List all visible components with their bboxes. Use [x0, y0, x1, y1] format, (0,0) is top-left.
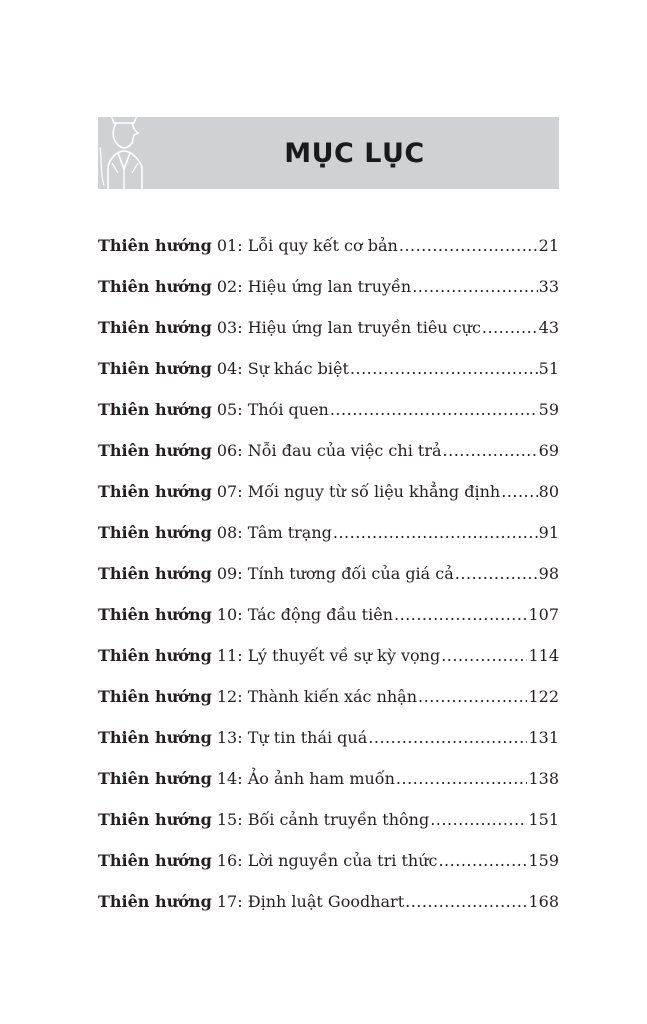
toc-entry-prefix: Thiên hướng	[98, 605, 212, 624]
toc-entry[interactable]	[98, 851, 559, 892]
toc-entry-page-number: 122	[528, 687, 559, 706]
toc-entry-title: Lý thuyết về sự kỳ vọng	[247, 646, 441, 665]
toc-entry-prefix: Thiên hướng	[98, 318, 212, 337]
toc-entry-page-number: 168	[528, 892, 559, 911]
toc-entry-title: Thành kiến xác nhận	[247, 687, 418, 706]
toc-entry-page-number: 21	[538, 236, 559, 255]
dot-leader	[394, 605, 527, 624]
dot-leader	[330, 400, 538, 419]
toc-entry-prefix: Thiên hướng	[98, 851, 212, 870]
toc-entry-page-number: 159	[528, 851, 559, 870]
dot-leader	[412, 277, 537, 296]
toc-entry-number: 05:	[216, 400, 243, 419]
toc-entry-prefix: Thiên hướng	[98, 400, 212, 419]
toc-entry-prefix: Thiên hướng	[98, 441, 212, 460]
toc-entry-page-number: 131	[528, 728, 559, 747]
toc-entry-title: Tự tin thái quá	[247, 728, 368, 747]
toc-entry[interactable]	[98, 769, 559, 810]
dot-leader	[333, 523, 538, 542]
toc-entry-page-number: 107	[528, 605, 559, 624]
toc-entry-title: Bối cảnh truyền thông	[247, 810, 430, 829]
toc-entry-title: Hiệu ứng lan truyền	[247, 277, 412, 296]
toc-entry-number: 02:	[216, 277, 243, 296]
toc-entry[interactable]	[98, 441, 559, 482]
toc-entry-prefix: Thiên hướng	[98, 810, 212, 829]
toc-entry[interactable]	[98, 523, 559, 564]
dot-leader	[418, 687, 527, 706]
toc-entry[interactable]	[98, 646, 559, 687]
toc-entry-prefix: Thiên hướng	[98, 769, 212, 788]
toc-entry-title: Lỗi quy kết cơ bản	[247, 236, 398, 255]
toc-entry[interactable]	[98, 236, 559, 277]
dot-leader	[350, 359, 538, 378]
toc-entry-page-number: 80	[538, 482, 559, 501]
toc-entry-title: Tác động đầu tiên	[247, 605, 393, 624]
toc-entry[interactable]	[98, 564, 559, 605]
toc-entry-number: 15:	[216, 810, 243, 829]
toc-entry-page-number: 59	[538, 400, 559, 419]
toc-entry-title: Hiệu ứng lan truyền tiêu cực	[247, 318, 481, 337]
toc-entry-prefix: Thiên hướng	[98, 277, 212, 296]
toc-entry-page-number: 91	[538, 523, 559, 542]
toc-entry-number: 07:	[216, 482, 243, 501]
toc-entry-number: 08:	[216, 523, 243, 542]
toc-entry-page-number: 43	[538, 318, 559, 337]
toc-entry-prefix: Thiên hướng	[98, 646, 212, 665]
toc-entry-number: 11:	[216, 646, 243, 665]
toc-entry[interactable]	[98, 277, 559, 318]
toc-entry-number: 01:	[216, 236, 243, 255]
toc-entry[interactable]	[98, 400, 559, 441]
toc-entry-number: 17:	[216, 892, 243, 911]
toc-entry[interactable]	[98, 359, 559, 400]
toc-entry-number: 13:	[216, 728, 243, 747]
page-title: MỤC LỤC	[284, 137, 425, 169]
toc-entry-page-number: 69	[538, 441, 559, 460]
toc-entry[interactable]	[98, 810, 559, 851]
toc-entry-page-number: 33	[538, 277, 559, 296]
dot-leader	[405, 892, 527, 911]
toc-entry-page-number: 151	[528, 810, 559, 829]
dot-leader	[482, 318, 538, 337]
dot-leader	[441, 646, 527, 665]
dot-leader	[455, 564, 538, 583]
toc-entry-prefix: Thiên hướng	[98, 728, 212, 747]
toc-entry[interactable]	[98, 318, 559, 359]
toc-entry[interactable]	[98, 687, 559, 728]
toc-entry-number: 09:	[216, 564, 243, 583]
toc-entry-title: Nỗi đau của việc chi trả	[247, 441, 442, 460]
silhouette-figure-icon	[98, 107, 150, 189]
table-of-contents	[98, 236, 559, 933]
toc-entry-prefix: Thiên hướng	[98, 236, 212, 255]
toc-entry-page-number: 98	[538, 564, 559, 583]
toc-entry-page-number: 114	[528, 646, 559, 665]
toc-entry-prefix: Thiên hướng	[98, 523, 212, 542]
toc-entry-number: 10:	[216, 605, 243, 624]
toc-entry-page-number: 138	[528, 769, 559, 788]
toc-entry[interactable]	[98, 728, 559, 769]
toc-entry-title: Lời nguyền của tri thức	[247, 851, 438, 870]
dot-leader	[368, 728, 527, 747]
toc-entry-number: 04:	[216, 359, 243, 378]
dot-leader	[399, 236, 538, 255]
toc-entry-page-number: 51	[538, 359, 559, 378]
toc-entry-number: 14:	[216, 769, 243, 788]
toc-entry-title: Tính tương đối của giá cả	[247, 564, 454, 583]
dot-leader	[501, 482, 537, 501]
dot-leader	[430, 810, 527, 829]
dot-leader	[396, 769, 528, 788]
toc-entry-prefix: Thiên hướng	[98, 892, 212, 911]
toc-entry-number: 16:	[216, 851, 243, 870]
toc-entry[interactable]	[98, 605, 559, 646]
toc-entry-title: Thói quen	[247, 400, 329, 419]
toc-entry-prefix: Thiên hướng	[98, 687, 212, 706]
toc-entry-title: Sự khác biệt	[247, 359, 349, 378]
toc-entry[interactable]	[98, 892, 559, 933]
toc-entry-title: Định luật Goodhart	[247, 892, 405, 911]
toc-entry-number: 12:	[216, 687, 243, 706]
toc-entry-number: 03:	[216, 318, 243, 337]
toc-entry-prefix: Thiên hướng	[98, 564, 212, 583]
toc-entry[interactable]	[98, 482, 559, 523]
toc-entry-number: 06:	[216, 441, 243, 460]
dot-leader	[443, 441, 538, 460]
toc-entry-prefix: Thiên hướng	[98, 359, 212, 378]
toc-entry-title: Mối nguy từ số liệu khẳng định	[247, 482, 501, 501]
dot-leader	[438, 851, 527, 870]
toc-entry-title: Ảo ảnh ham muốn	[247, 769, 395, 788]
toc-entry-prefix: Thiên hướng	[98, 482, 212, 501]
toc-entry-title: Tâm trạng	[247, 523, 332, 542]
